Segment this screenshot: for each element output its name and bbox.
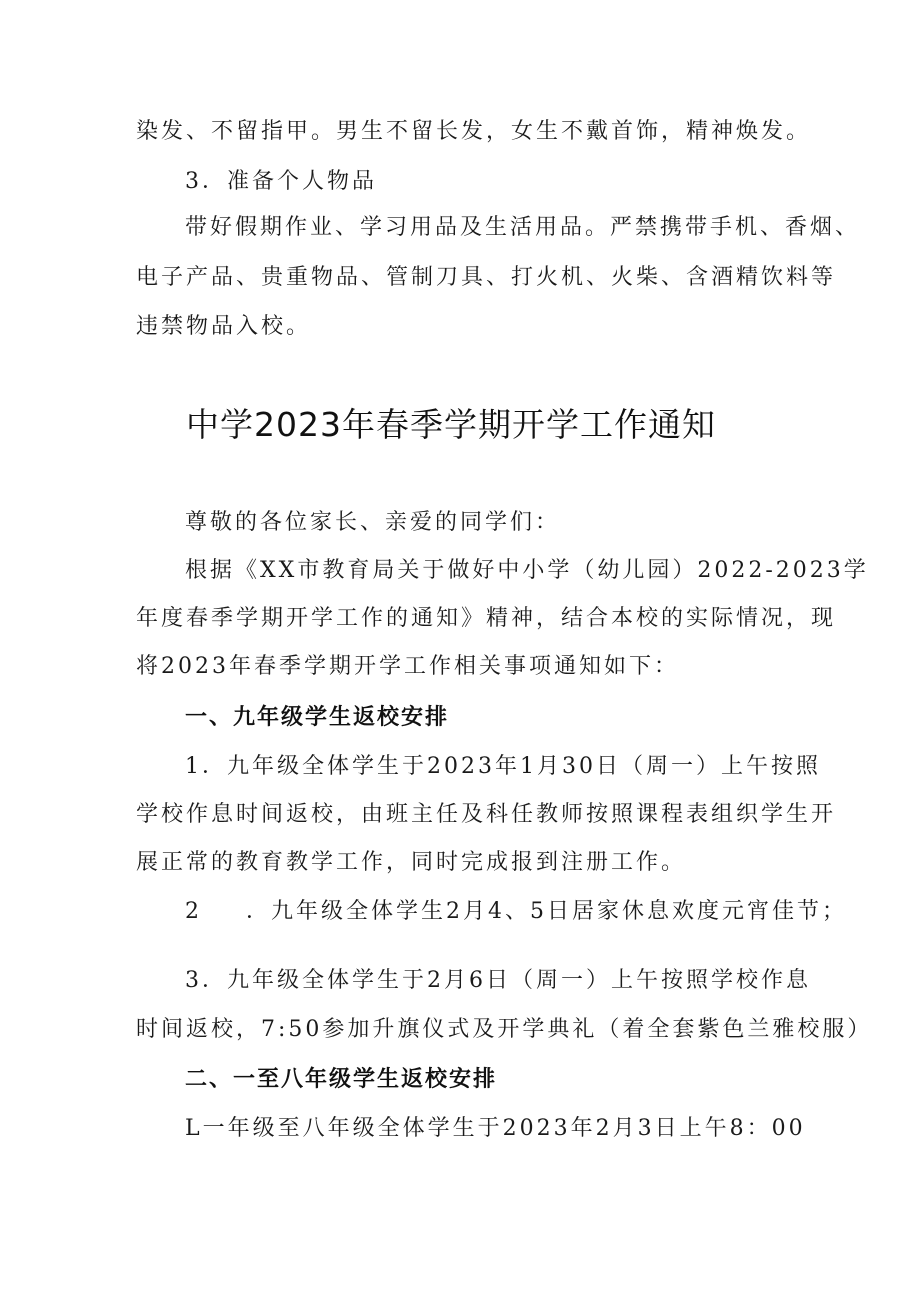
section-heading: 二、一至八年级学生返校安排 (185, 1067, 498, 1092)
greeting: 尊敬的各位家长、亲爱的同学们： (185, 510, 561, 535)
paragraph-line: 1．九年级全体学生于2023年1月30日（周一）上午按照 (185, 754, 821, 779)
paragraph-line: 染发、不留指甲。男生不留长发，女生不戴首饰，精神焕发。 (136, 119, 812, 144)
paragraph-line: L一年级至八年级全体学生于2023年2月3日上午8：00 (185, 1116, 806, 1141)
list-item-number: 2 (185, 899, 202, 924)
paragraph-line: 带好假期作业、学习用品及生活用品。严禁携带手机、香烟、 (185, 215, 861, 240)
paragraph-line: 违禁物品入校。 (136, 314, 312, 339)
paragraph-line: 时间返校，7:50参加升旗仪式及开学典礼（着全套紫色兰雅校服） (136, 1017, 873, 1042)
paragraph-line: 学校作息时间返校，由班主任及科任教师按照课程表组织学生开 (136, 802, 837, 827)
list-item (185, 897, 847, 927)
document-title: 中学2023年春季学期开学工作通知 (186, 405, 716, 444)
section-heading: 一、九年级学生返校安排 (185, 705, 450, 730)
list-item-text: ．九年级全体学生2月4、5日居家休息欢度元宵佳节； (246, 899, 847, 924)
paragraph-line: 将2023年春季学期开学工作相关事项通知如下： (136, 654, 679, 679)
paragraph-line: 根据《XX市教育局关于做好中小学（幼儿园）2022-2023学 (185, 558, 869, 583)
item-title: 3．准备个人物品 (185, 169, 377, 194)
paragraph-line: 展正常的教育教学工作，同时完成报到注册工作。 (136, 850, 687, 875)
paragraph-line: 3．九年级全体学生于2月6日（周一）上午按照学校作息 (185, 968, 811, 993)
paragraph-line: 年度春季学期开学工作的通知》精神，结合本校的实际情况，现 (136, 606, 837, 631)
paragraph-line: 电子产品、贵重物品、管制刀具、打火机、火柴、含酒精饮料等 (136, 265, 837, 290)
